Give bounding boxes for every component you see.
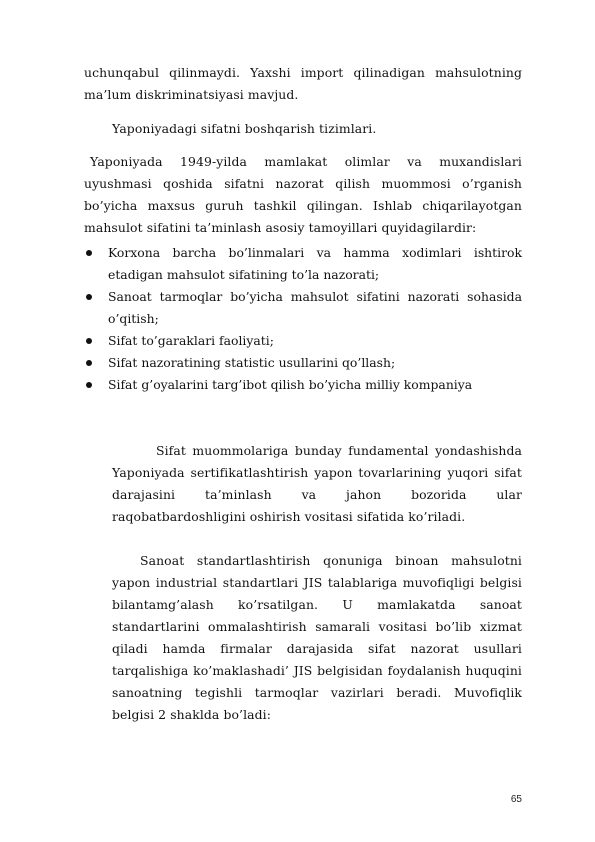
bullet-icon xyxy=(86,294,92,300)
section-heading: Yaponiyadagi sifatni boshqarish tizimlari. xyxy=(112,121,377,136)
paragraph-standards: Sanoat standartlashtirish qonuniga binoan mahsulotni yapon industrial standartlari JIS talablariga muvofiqligi belgisi bilantamg’alash ko’rsatilgan. U mamlakatda sanoat standartlarini ommalashtirish samarali vositasi bo’lib xizmat qiladi hamda firmalar darajasida sifat nazorat usullari tarqalishiga ko’maklashadi’ JIS belgisidan foydalanish huquqini sanoatning tegishli tarmoqlar vazirlari beradi. Muvofiqlik belgisi 2 shaklda bo’ladi: xyxy=(112,553,522,722)
bullet-icon xyxy=(86,338,92,344)
bullet-icon xyxy=(86,250,92,256)
bullet-icon xyxy=(86,360,92,366)
page-number: 65 xyxy=(510,794,522,805)
list-item: Sifat nazoratining statistic usullarini qo’llash; xyxy=(84,352,522,374)
list-item: Sanoat tarmoqlar bo’yicha mahsulot sifatini nazorati sohasida o’qitish; xyxy=(84,286,522,330)
list-item: Sifat g’oyalarini targ’ibot qilish bo’yicha milliy kompaniya xyxy=(84,374,522,396)
principles-list xyxy=(84,242,522,396)
paragraph-history: Yaponiyada 1949-yilda mamlakat olimlar va muxandislari uyushmasi qoshida sifatni nazorat qilish muommosi o’rganish bo’yicha maxsus guruh tashkil qilingan. Ishlab chiqarilayotgan mahsulot sifatini ta’minlash asosiy tamoyillari quyidagilardir: xyxy=(84,154,522,235)
paragraph-certification: Sifat muommolariga bunday fundamental yondashishda Yaponiyada sertifikatlashtirish yapon tovarlarining yuqori sifat darajasini ta’minlash va jahon bozorida ular raqobatbardoshligini oshirish vositasi sifatida ko’riladi. xyxy=(112,443,522,524)
list-item: Sifat to’garaklari faoliyati; xyxy=(84,330,522,352)
bullet-icon xyxy=(86,382,92,388)
paragraph-intro: uchunqabul qilinmaydi. Yaxshi import qilinadigan mahsulotning ma’lum diskriminatsiyasi mavjud. xyxy=(84,65,522,102)
list-item: Korxona barcha bo’linmalari va hamma xodimlari ishtirok etadigan mahsulot sifatining to’la nazorati; xyxy=(84,242,522,286)
